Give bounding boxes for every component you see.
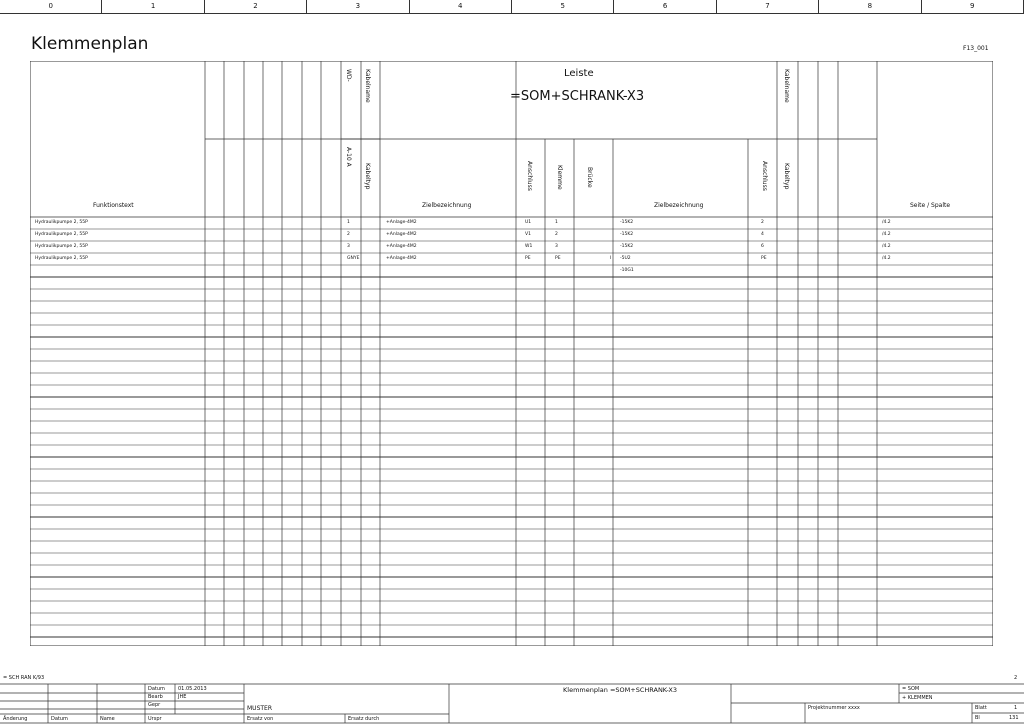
target-right-cell: -5U2	[620, 256, 631, 261]
connection-left-cell: U1	[525, 220, 532, 225]
footer-ref: = SCH RAN K/93	[3, 675, 45, 681]
datum-column-label: Datum	[51, 716, 68, 722]
bearb-value: JHE	[178, 694, 187, 700]
terminal-table	[30, 61, 993, 646]
ruler-cell: 3	[307, 0, 409, 13]
kabelname-right-header: Kabelname	[783, 69, 790, 103]
connection-left-cell: V1	[525, 232, 531, 237]
kabelname-left-header: Kabelname	[364, 69, 371, 103]
leiste-name: =SOM+SCHRANK-X3	[510, 89, 645, 104]
page-title: Klemmenplan	[31, 34, 149, 54]
aenderung-label: Änderung	[3, 716, 28, 722]
connection-right-cell: PE	[761, 256, 767, 261]
terminal-cell: 3	[555, 244, 558, 249]
wire-bottom-header: A-10 A	[345, 147, 352, 167]
function-text-cell: Hydraulikpumpe 2, 55P	[35, 232, 88, 237]
bl-value: 131	[1009, 715, 1019, 721]
wire-number-cell: 3	[347, 244, 350, 249]
ref-som: = SOM	[902, 686, 920, 692]
target-left-cell: +Anlage-4M2	[386, 244, 417, 249]
gepr-label: Gepr	[148, 702, 161, 708]
leiste-label: Leiste	[564, 68, 594, 79]
ersatz-von-label: Ersatz von	[247, 716, 274, 722]
ruler-cell: 8	[819, 0, 921, 13]
connection-left-cell: W1	[525, 244, 533, 249]
wire-number-cell: 1	[347, 220, 350, 225]
page-column-cell: /4.2	[882, 232, 891, 237]
klemme-header: Klemme	[556, 165, 563, 190]
table-grid	[30, 61, 993, 646]
wire-top-header: WD-	[345, 69, 352, 82]
column-ruler	[0, 0, 1024, 14]
datum-value: 01.05.2013	[178, 686, 207, 692]
ruler-cell: 7	[717, 0, 819, 13]
target-left-cell: +Anlage-4M2	[386, 256, 417, 261]
bearb-label: Bearb	[148, 694, 163, 700]
page-id: F13_001	[963, 45, 989, 52]
footer-page-number: 2	[1014, 675, 1018, 681]
wire-number-cell: 2	[347, 232, 350, 237]
muster-label: MUSTER	[247, 705, 273, 712]
ref-klemmen: + KLEMMEN	[902, 695, 933, 701]
function-text-cell: Hydraulikpumpe 2, 55P	[35, 244, 88, 249]
function-text-cell: Hydraulikpumpe 2, 55P	[35, 256, 88, 261]
target-left-cell: +Anlage-4M2	[386, 232, 417, 237]
kabeltyp-right-header: Kabeltyp	[783, 163, 790, 190]
terminal-cell: PE	[555, 256, 561, 261]
zielbezeichnung-right-header: Zielbezeichnung	[654, 202, 704, 209]
ruler-cell: 4	[410, 0, 512, 13]
title-block	[0, 673, 1024, 724]
wire-number-cell: GNYE	[347, 256, 360, 261]
target-right-cell: -15K2	[620, 220, 634, 225]
ruler-cell: 1	[102, 0, 204, 13]
ruler-cell: 0	[0, 0, 102, 13]
page-column-cell: /4.2	[882, 244, 891, 249]
target-right-cell: -15K2	[620, 232, 634, 237]
ruler-cell: 6	[614, 0, 716, 13]
connection-right-cell: 4	[761, 232, 764, 237]
target-right-cell: -15K2	[620, 244, 634, 249]
projekt-number: Projektnummer xxxx	[808, 705, 860, 711]
blatt-label: Blatt	[975, 705, 987, 711]
anschluss-left-header: Anschluss	[526, 161, 533, 191]
name-column-label: Name	[100, 716, 115, 722]
ersatz-durch-label: Ersatz durch	[348, 716, 380, 722]
blatt-value: 1	[1014, 705, 1018, 711]
page-column-cell: /4.2	[882, 256, 891, 261]
ruler-cell: 2	[205, 0, 307, 13]
function-text-cell: Hydraulikpumpe 2, 55P	[35, 220, 88, 225]
title-block-heading: Klemmenplan =SOM+SCHRANK-X3	[563, 686, 677, 694]
page-column-cell: /4.2	[882, 220, 891, 225]
connection-left-cell: PE	[525, 256, 531, 261]
terminal-cell: 2	[555, 232, 558, 237]
ruler-cell: 5	[512, 0, 614, 13]
terminal-cell: 1	[555, 220, 558, 225]
anschluss-right-header: Anschluss	[761, 161, 768, 191]
seite-spalte-header: Seite / Spalte	[910, 202, 951, 209]
zielbezeichnung-left-header: Zielbezeichnung	[422, 202, 472, 209]
bl-label: Bl	[975, 715, 980, 721]
target-left-cell: +Anlage-4M2	[386, 220, 417, 225]
ruler-cell: 9	[922, 0, 1024, 13]
datum-label: Datum	[148, 686, 165, 692]
bridge-cell: I	[610, 256, 612, 261]
bruecke-header: Brücke	[586, 167, 593, 188]
connection-right-cell: 2	[761, 220, 764, 225]
connection-right-cell: 6	[761, 244, 764, 249]
target-right-cell: -10G1	[620, 268, 634, 273]
funktionstext-header: Funktionstext	[93, 202, 134, 209]
kabeltyp-left-header: Kabeltyp	[364, 163, 371, 190]
urspr-label: Urspr	[148, 716, 162, 722]
